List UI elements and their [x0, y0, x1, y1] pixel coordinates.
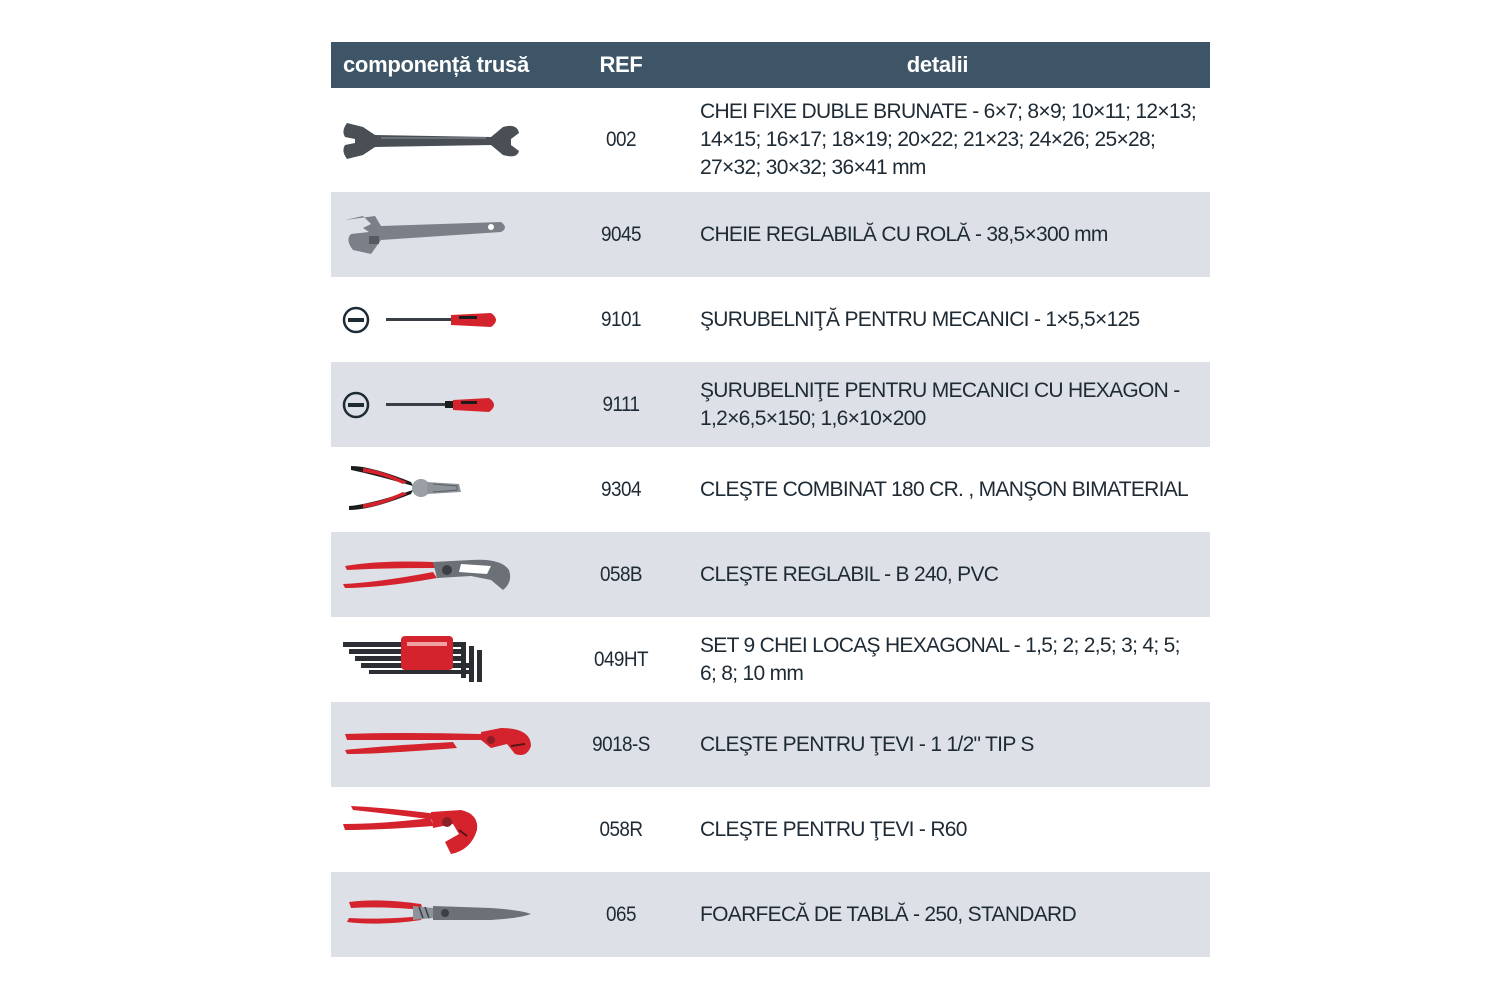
ref-code: 9111 — [602, 392, 640, 416]
tin-snips-icon — [331, 872, 577, 957]
table-row — [331, 192, 1210, 277]
table-row — [331, 447, 1210, 532]
details-text: CHEI FIXE DUBLE BRUNATE - 6×7; 8×9; 10×11; 12×13; 14×15; 16×17; 18×19; 20×22; 21×23; 24×26; 25×28; 27×32; 30×32; 36×41 mm — [700, 100, 1197, 179]
ref-code: 002 — [606, 128, 636, 151]
header-details: detalii — [906, 52, 969, 77]
flat-screwdriver-icon — [331, 277, 577, 362]
table-row — [331, 532, 1210, 617]
details-text: ŞURUBELNIŢĂ PENTRU MECANICI - 1×5,5×125 — [700, 307, 1140, 331]
details-text: CHEIE REGLABILĂ CU ROLĂ - 38,5×300 mm — [700, 222, 1108, 246]
ref-code: 058B — [600, 562, 642, 586]
header-ref: REF — [599, 52, 643, 77]
flat-screwdriver-hex-icon — [331, 362, 577, 447]
ref-code: 065 — [606, 902, 636, 926]
hex-key-set-icon — [331, 617, 577, 702]
details-text: CLEŞTE PENTRU ŢEVI - R60 — [700, 817, 967, 841]
pipe-wrench-icon — [331, 787, 577, 872]
ref-code: 9101 — [601, 307, 641, 331]
components-table — [331, 42, 1210, 957]
open-end-wrench-icon — [331, 88, 577, 192]
header-component: componență trusă — [343, 52, 529, 77]
table-row — [331, 872, 1210, 957]
combination-pliers-icon — [331, 447, 577, 532]
table-row — [331, 702, 1210, 787]
details-text: CLEŞTE PENTRU ŢEVI - 1 1/2" TIP S — [700, 732, 1034, 756]
details-text: CLEŞTE COMBINAT 180 CR. , MANŞON BIMATERIAL — [700, 477, 1189, 501]
table-row — [331, 88, 1210, 192]
water-pump-pliers-icon — [331, 532, 577, 617]
details-text: ŞURUBELNIŢE PENTRU MECANICI CU HEXAGON - 1,2×6,5×150; 1,6×10×200 — [700, 378, 1180, 430]
ref-code: 9304 — [601, 477, 641, 501]
ref-code: 9045 — [601, 222, 641, 246]
ref-code: 9018-S — [592, 732, 650, 756]
table-row — [331, 362, 1210, 447]
ref-code: 049HT — [593, 647, 649, 671]
table-row — [331, 787, 1210, 872]
table-row — [331, 617, 1210, 702]
pipe-wrench-s-icon — [331, 702, 577, 787]
details-text: SET 9 CHEI LOCAŞ HEXAGONAL - 1,5; 2; 2,5; 3; 4; 5; 6; 8; 10 mm — [700, 633, 1180, 685]
ref-code: 058R — [599, 817, 643, 841]
details-text: FOARFECĂ DE TABLĂ - 250, STANDARD — [700, 902, 1076, 926]
details-text: CLEŞTE REGLABIL - B 240, PVC — [700, 562, 999, 586]
adjustable-wrench-icon — [331, 192, 577, 277]
table-row — [331, 277, 1210, 362]
table-header — [331, 42, 1210, 88]
